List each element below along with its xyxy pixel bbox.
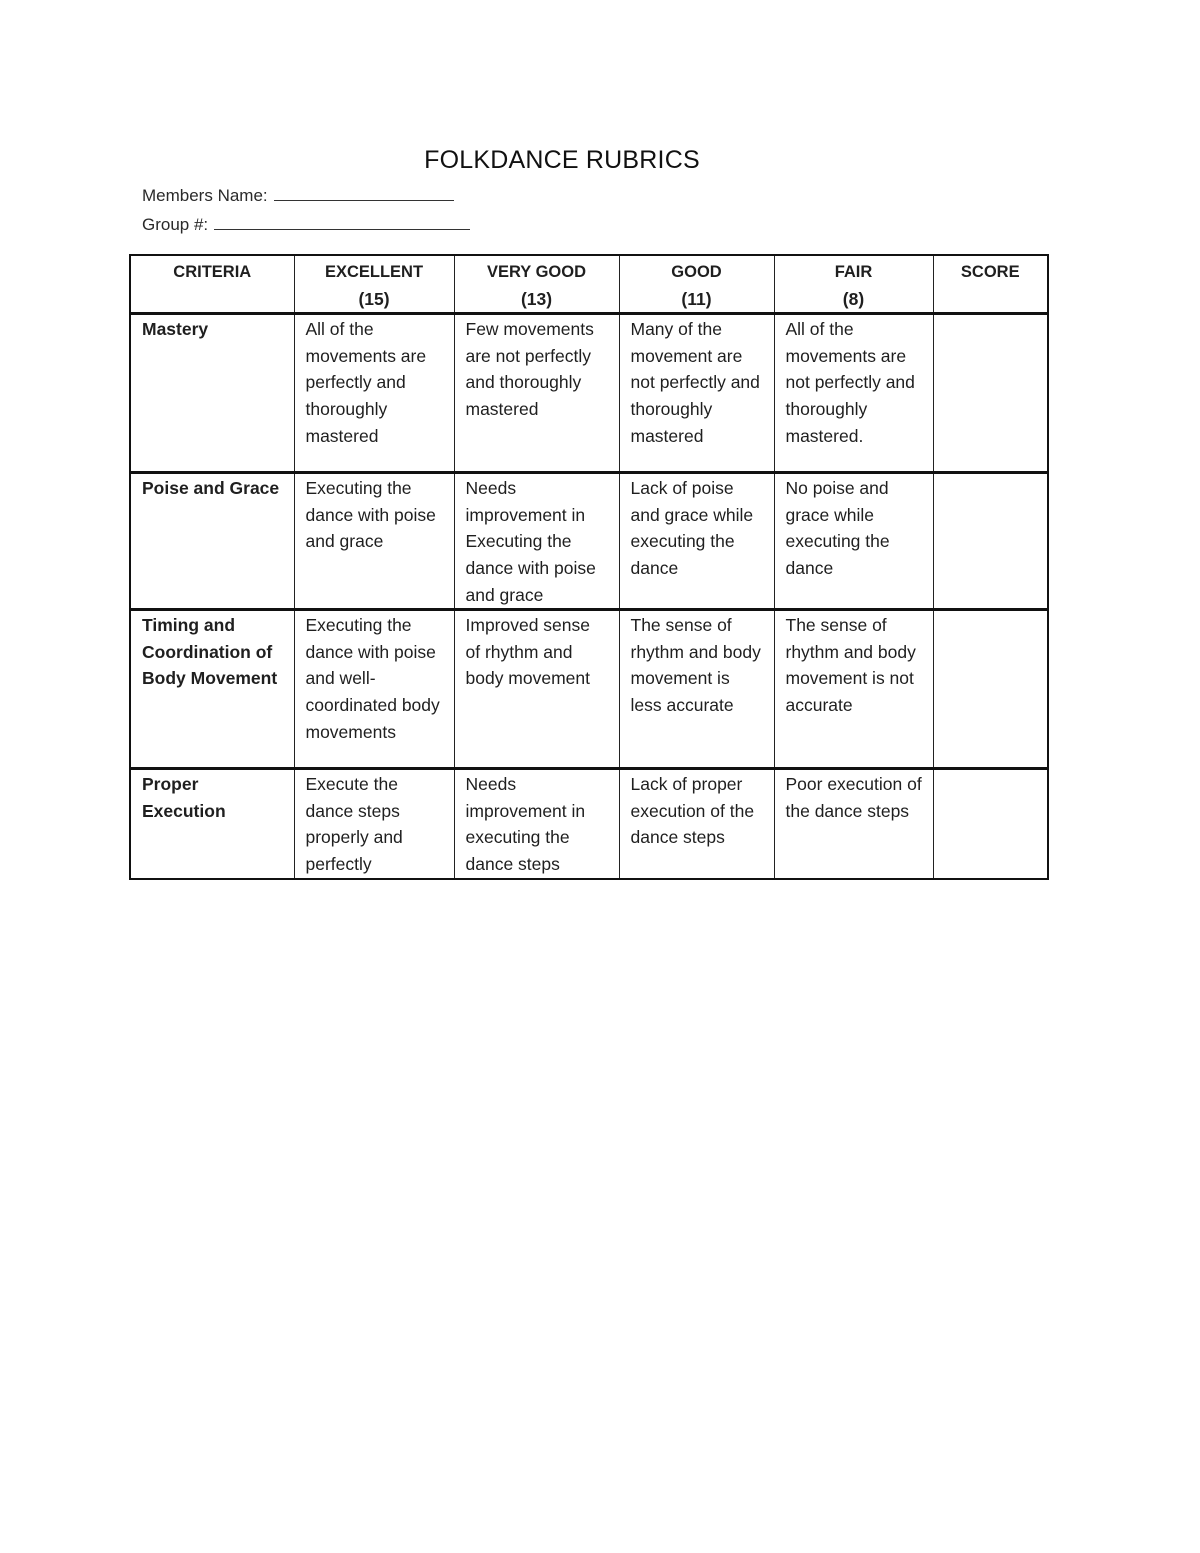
criteria-cell: Mastery: [130, 314, 294, 473]
header-good-points: (11): [681, 288, 712, 309]
header-fair-points: (8): [842, 288, 865, 309]
good-cell: Many of the movement are not perfectly and thoroughly mastered: [619, 314, 774, 473]
header-good: [619, 255, 774, 314]
header-criteria-label: CRITERIA: [173, 263, 252, 281]
criteria-cell: Timing and Coordination of Body Movement: [130, 610, 294, 769]
very-good-cell: Few movements are not perfectly and thoroughly mastered: [454, 314, 619, 473]
score-cell[interactable]: [933, 473, 1048, 610]
header-excellent: [294, 255, 454, 314]
score-cell[interactable]: [933, 610, 1048, 769]
header-very-good-points: (13): [520, 288, 553, 309]
good-cell: Lack of poise and grace while executing the dance: [619, 473, 774, 610]
fair-cell: The sense of rhythm and body movement is not accurate: [774, 610, 933, 769]
group-number-blank[interactable]: [214, 213, 470, 230]
very-good-cell: Needs improvement in executing the dance steps: [454, 769, 619, 879]
header-good-label: GOOD: [671, 263, 722, 281]
header-score: [933, 255, 1048, 314]
good-cell: The sense of rhythm and body movement is less accurate: [619, 610, 774, 769]
members-name-field: [142, 184, 454, 206]
header-very-good: [454, 255, 619, 314]
members-name-blank[interactable]: [274, 184, 454, 201]
fair-cell: All of the movements are not perfectly and thoroughly mastered.: [774, 314, 933, 473]
header-row: [130, 255, 1048, 314]
rubric-table: [129, 254, 1049, 880]
score-cell[interactable]: [933, 769, 1048, 879]
criteria-cell: Proper Execution: [130, 769, 294, 879]
header-excellent-label: EXCELLENT: [324, 263, 424, 281]
group-number-label: Group #:: [142, 215, 209, 234]
header-very-good-label: VERY GOOD: [486, 263, 587, 281]
header-fair: [774, 255, 933, 314]
excellent-cell: Execute the dance steps properly and perfectly: [294, 769, 454, 879]
table-row: [130, 473, 1048, 610]
good-cell: Lack of proper execution of the dance steps: [619, 769, 774, 879]
table-row: [130, 769, 1048, 879]
header-criteria: [130, 255, 294, 314]
criteria-cell: Poise and Grace: [130, 473, 294, 610]
page-title: FOLKDANCE RUBRICS: [424, 146, 700, 174]
table-row: [130, 314, 1048, 473]
group-number-field: [142, 213, 470, 235]
header-fair-label: FAIR: [834, 263, 873, 281]
very-good-cell: Needs improvement in Executing the dance with poise and grace: [454, 473, 619, 610]
excellent-cell: All of the movements are perfectly and thoroughly mastered: [294, 314, 454, 473]
fair-cell: Poor execution of the dance steps: [774, 769, 933, 879]
header-excellent-points: (15): [358, 288, 390, 309]
members-name-label: Members Name:: [142, 186, 268, 205]
fair-cell: No poise and grace while executing the dance: [774, 473, 933, 610]
excellent-cell: Executing the dance with poise and well-coordinated body movements: [294, 610, 454, 769]
table-row: [130, 610, 1048, 769]
excellent-cell: Executing the dance with poise and grace: [294, 473, 454, 610]
score-cell[interactable]: [933, 314, 1048, 473]
very-good-cell: Improved sense of rhythm and body movement: [454, 610, 619, 769]
header-score-label: SCORE: [960, 263, 1020, 281]
